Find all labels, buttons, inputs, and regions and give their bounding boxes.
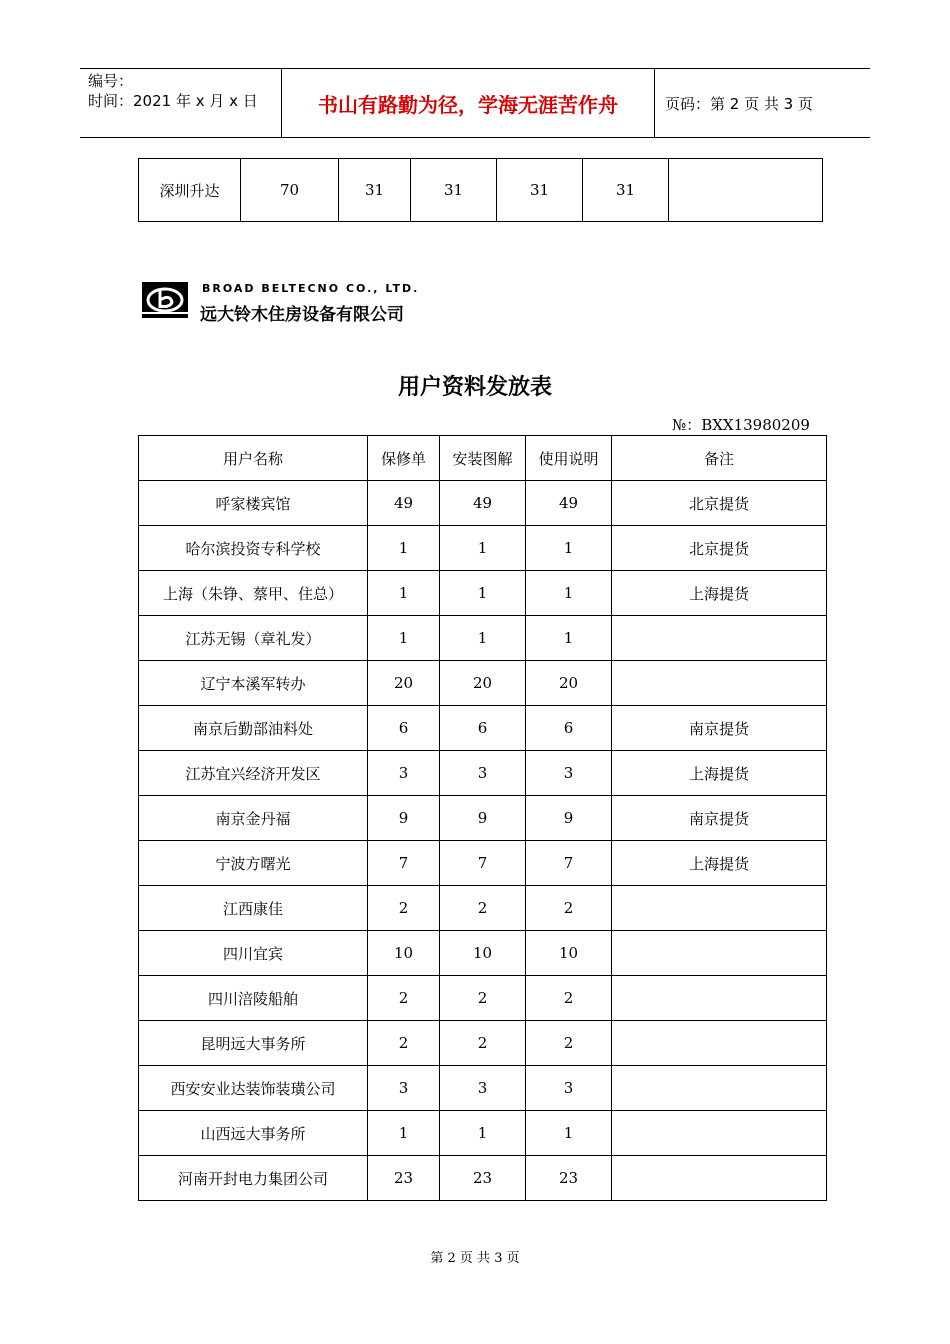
table-row: [139, 616, 827, 661]
table-row: [139, 481, 827, 526]
table-cell: 9: [526, 796, 612, 841]
table-cell: 江苏无锡（章礼发）: [139, 616, 368, 661]
number-label: 编号：: [88, 72, 134, 90]
table-cell: 1: [440, 571, 526, 616]
table-cell: 3: [440, 751, 526, 796]
table-cell: 2: [368, 1021, 440, 1066]
table-cell: 上海提货: [612, 571, 827, 616]
table-cell: [612, 661, 827, 706]
table-cell: 辽宁本溪军转办: [139, 661, 368, 706]
table-cell: 1: [368, 571, 440, 616]
table-cell: 6: [440, 706, 526, 751]
table-cell: 呼家楼宾馆: [139, 481, 368, 526]
table-cell: 北京提货: [612, 481, 827, 526]
column-header: 用户名称: [139, 436, 368, 481]
table-cell: 2: [526, 886, 612, 931]
table-cell: 9: [440, 796, 526, 841]
table-cell: 南京金丹福: [139, 796, 368, 841]
table-cell: 2: [440, 976, 526, 1021]
table-cell: 6: [526, 706, 612, 751]
table-cell: 20: [526, 661, 612, 706]
table-cell: 23: [368, 1156, 440, 1201]
page-footer: 第 2 页 共 3 页: [430, 1251, 520, 1266]
table-header-row: [139, 436, 827, 481]
table-cell: [612, 1111, 827, 1156]
table-cell: 山西远大事务所: [139, 1111, 368, 1156]
header-divider: [654, 69, 655, 137]
table-cell: 1: [526, 1111, 612, 1156]
table-cell: 9: [368, 796, 440, 841]
table-row: [139, 1156, 827, 1201]
table-cell: 1: [440, 526, 526, 571]
table-cell: 1: [368, 526, 440, 571]
table-cell: 1: [526, 571, 612, 616]
header-page-info: 页码：第 2 页 共 3 页: [665, 94, 813, 113]
table-cell: 西安安业达装饰装璜公司: [139, 1066, 368, 1111]
table-cell: 2: [368, 886, 440, 931]
table-cell: 南京提货: [612, 706, 827, 751]
table-row: [139, 886, 827, 931]
table-cell: 3: [440, 1066, 526, 1111]
table-cell: [612, 1156, 827, 1201]
table-cell: [612, 886, 827, 931]
table-cell: 江苏宜兴经济开发区: [139, 751, 368, 796]
table-cell: 昆明远大事务所: [139, 1021, 368, 1066]
table-cell: [612, 976, 827, 1021]
table-cell: 1: [440, 1111, 526, 1156]
table-cell: 深圳升达: [139, 159, 241, 222]
table-cell: 1: [526, 526, 612, 571]
document-number: №：BXX13980209: [672, 416, 810, 434]
table-cell: 哈尔滨投资专科学校: [139, 526, 368, 571]
logo-english-name: BROAD BELTECNO CO., LTD.: [202, 282, 420, 295]
table-cell: 3: [368, 751, 440, 796]
table-row: [139, 159, 823, 222]
table-cell: [612, 1021, 827, 1066]
table-cell: 上海提货: [612, 751, 827, 796]
table-cell: 2: [526, 1021, 612, 1066]
table-cell: 49: [368, 481, 440, 526]
table-row: [139, 1066, 827, 1111]
table-cell: 10: [440, 931, 526, 976]
continued-table: [138, 158, 823, 222]
column-header: 使用说明: [526, 436, 612, 481]
table-row: [139, 526, 827, 571]
table-row: [139, 796, 827, 841]
column-header: 保修单: [368, 436, 440, 481]
table-cell: 2: [526, 976, 612, 1021]
table-cell: 南京提货: [612, 796, 827, 841]
table-row: [139, 751, 827, 796]
table-cell: 江西康佳: [139, 886, 368, 931]
table-cell: 3: [526, 1066, 612, 1111]
table-cell: 6: [368, 706, 440, 751]
distribution-table: [138, 435, 827, 1201]
table-cell: 3: [526, 751, 612, 796]
table-cell: 23: [526, 1156, 612, 1201]
table-cell: 1: [368, 1111, 440, 1156]
table-cell: [612, 1066, 827, 1111]
table-cell: 四川宜宾: [139, 931, 368, 976]
table-cell: 1: [368, 616, 440, 661]
table-row: [139, 1111, 827, 1156]
table-cell: 上海（朱铮、蔡甲、住总）: [139, 571, 368, 616]
table-row: [139, 841, 827, 886]
table-cell: 3: [368, 1066, 440, 1111]
table-cell: 四川涪陵船舶: [139, 976, 368, 1021]
table-row: [139, 571, 827, 616]
table-cell: 31: [583, 159, 669, 222]
table-cell: [669, 159, 823, 222]
table-cell: 49: [526, 481, 612, 526]
table-row: [139, 661, 827, 706]
table-cell: 31: [411, 159, 497, 222]
table-cell: [612, 616, 827, 661]
page-header: [80, 68, 870, 138]
table-cell: 2: [440, 1021, 526, 1066]
table-cell: 70: [241, 159, 339, 222]
table-cell: 上海提货: [612, 841, 827, 886]
table-cell: 7: [526, 841, 612, 886]
table-cell: 2: [368, 976, 440, 1021]
table-row: [139, 706, 827, 751]
table-cell: 10: [368, 931, 440, 976]
table-cell: 7: [368, 841, 440, 886]
table-cell: [612, 931, 827, 976]
table-row: [139, 931, 827, 976]
time-label: 时间：2021 年 x 月 x 日: [88, 92, 258, 110]
table-cell: 1: [440, 616, 526, 661]
table-cell: 20: [368, 661, 440, 706]
header-meta: [88, 71, 258, 111]
table-cell: 南京后勤部油料处: [139, 706, 368, 751]
column-header: 备注: [612, 436, 827, 481]
table-cell: 7: [440, 841, 526, 886]
table-cell: 23: [440, 1156, 526, 1201]
table-cell: 宁波方曙光: [139, 841, 368, 886]
table-cell: 10: [526, 931, 612, 976]
company-logo-icon: [142, 282, 188, 318]
document-title: 用户资料发放表: [397, 375, 552, 400]
table-cell: 1: [526, 616, 612, 661]
table-cell: 31: [497, 159, 583, 222]
table-cell: 河南开封电力集团公司: [139, 1156, 368, 1201]
table-cell: 北京提货: [612, 526, 827, 571]
column-header: 安装图解: [440, 436, 526, 481]
table-cell: 20: [440, 661, 526, 706]
table-row: [139, 976, 827, 1021]
table-cell: 2: [440, 886, 526, 931]
table-cell: 31: [339, 159, 411, 222]
table-row: [139, 1021, 827, 1066]
table-cell: 49: [440, 481, 526, 526]
header-motto: 书山有路勤为径，学海无涯苦作舟: [318, 92, 618, 117]
logo-chinese-name: 远大铃木住房设备有限公司: [200, 305, 404, 325]
